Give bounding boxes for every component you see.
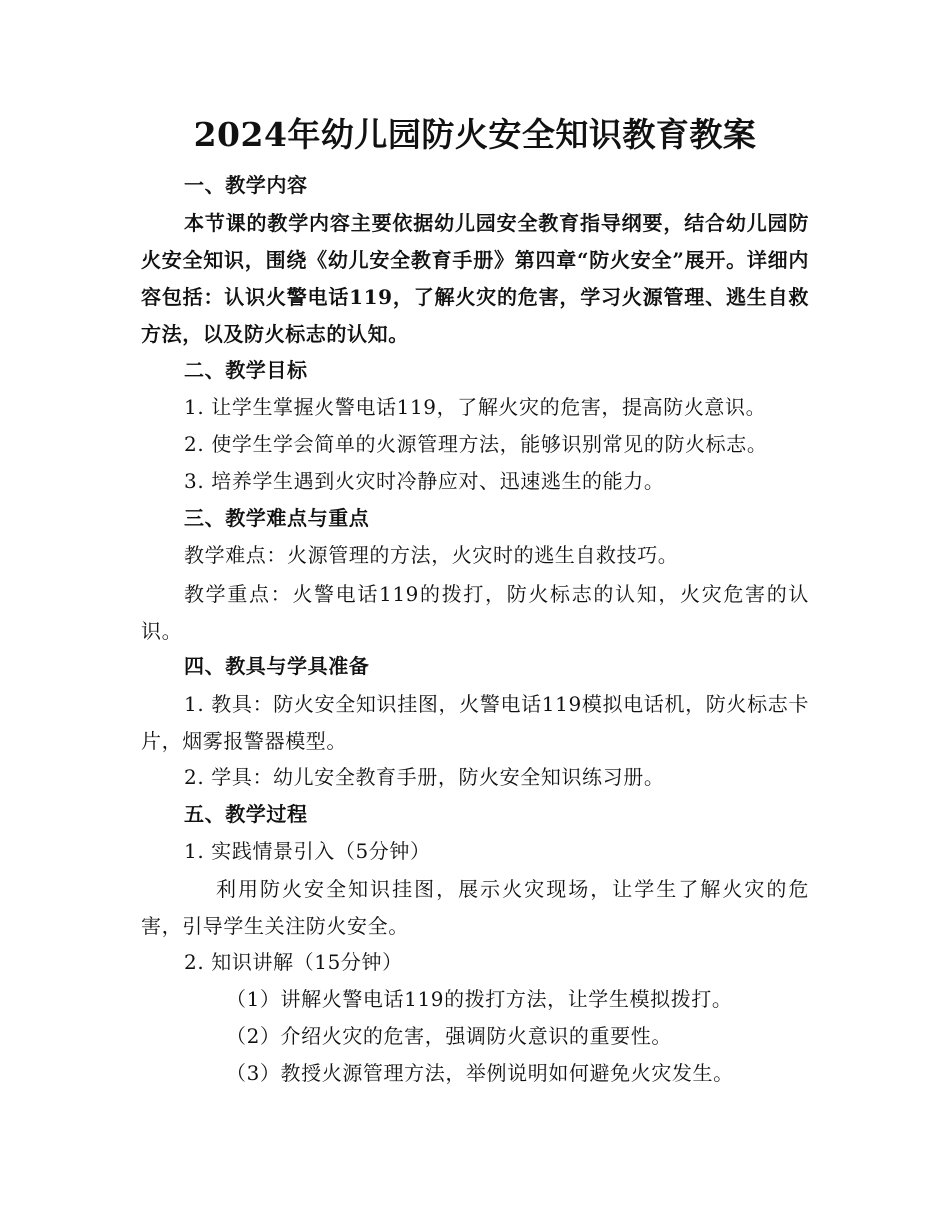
content-paragraph: 本节课的教学内容主要依据幼儿园安全教育指导纲要，结合幼儿园防火安全知识，围绕《幼儿安全教育手册》第四章“防火安全”展开。详细内容包括：认识火警电话119，了解火灾的危害，学习火源管理、逃生自救方法，以及防火标志的认知。 xyxy=(141,211,809,346)
process-sub-item: （2）介绍火灾的危害，强调防火意识的重要性。 xyxy=(226,1024,672,1048)
section-heading-objectives: 二、教学目标 xyxy=(184,358,308,382)
process-sub-item: （1）讲解火警电话119的拨打方法，让学生模拟拨打。 xyxy=(226,987,733,1011)
objective-item: 2. 使学生学会简单的火源管理方法，能够识别常见的防火标志。 xyxy=(184,432,768,456)
document-title: 2024年幼儿园防火安全知识教育教案 xyxy=(193,115,757,154)
section-heading-materials: 四、教具与学具准备 xyxy=(184,654,370,678)
section-heading-difficulty: 三、教学难点与重点 xyxy=(184,506,370,530)
key-point-text: 教学重点：火警电话119的拨打，防火标志的认知，火灾危害的认识。 xyxy=(141,582,809,643)
process-sub-item: （3）教授火源管理方法，举例说明如何避免火灾发生。 xyxy=(226,1061,734,1085)
section-heading-process: 五、教学过程 xyxy=(184,802,308,826)
materials-item: 2. 学具：幼儿安全教育手册，防火安全知识练习册。 xyxy=(184,765,665,789)
process-step-text: 利用防火安全知识挂图，展示火灾现场，让学生了解火灾的危害，引导学生关注防火安全。 xyxy=(141,877,809,938)
objective-item: 1. 让学生掌握火警电话119，了解火灾的危害，提高防火意识。 xyxy=(184,395,767,419)
objective-item: 3. 培养学生遇到火灾时冷静应对、迅速逃生的能力。 xyxy=(184,469,665,493)
process-step-title: 1. 实践情景引入（5分钟） xyxy=(184,839,431,863)
section-heading-content: 一、教学内容 xyxy=(184,173,308,197)
materials-item: 1. 教具：防火安全知识挂图，火警电话119模拟电话机，防火标志卡片，烟雾报警器模型。 xyxy=(141,692,809,753)
difficulty-text: 教学难点：火源管理的方法，火灾时的逃生自救技巧。 xyxy=(184,543,679,567)
process-step-title: 2. 知识讲解（15分钟） xyxy=(184,950,403,974)
